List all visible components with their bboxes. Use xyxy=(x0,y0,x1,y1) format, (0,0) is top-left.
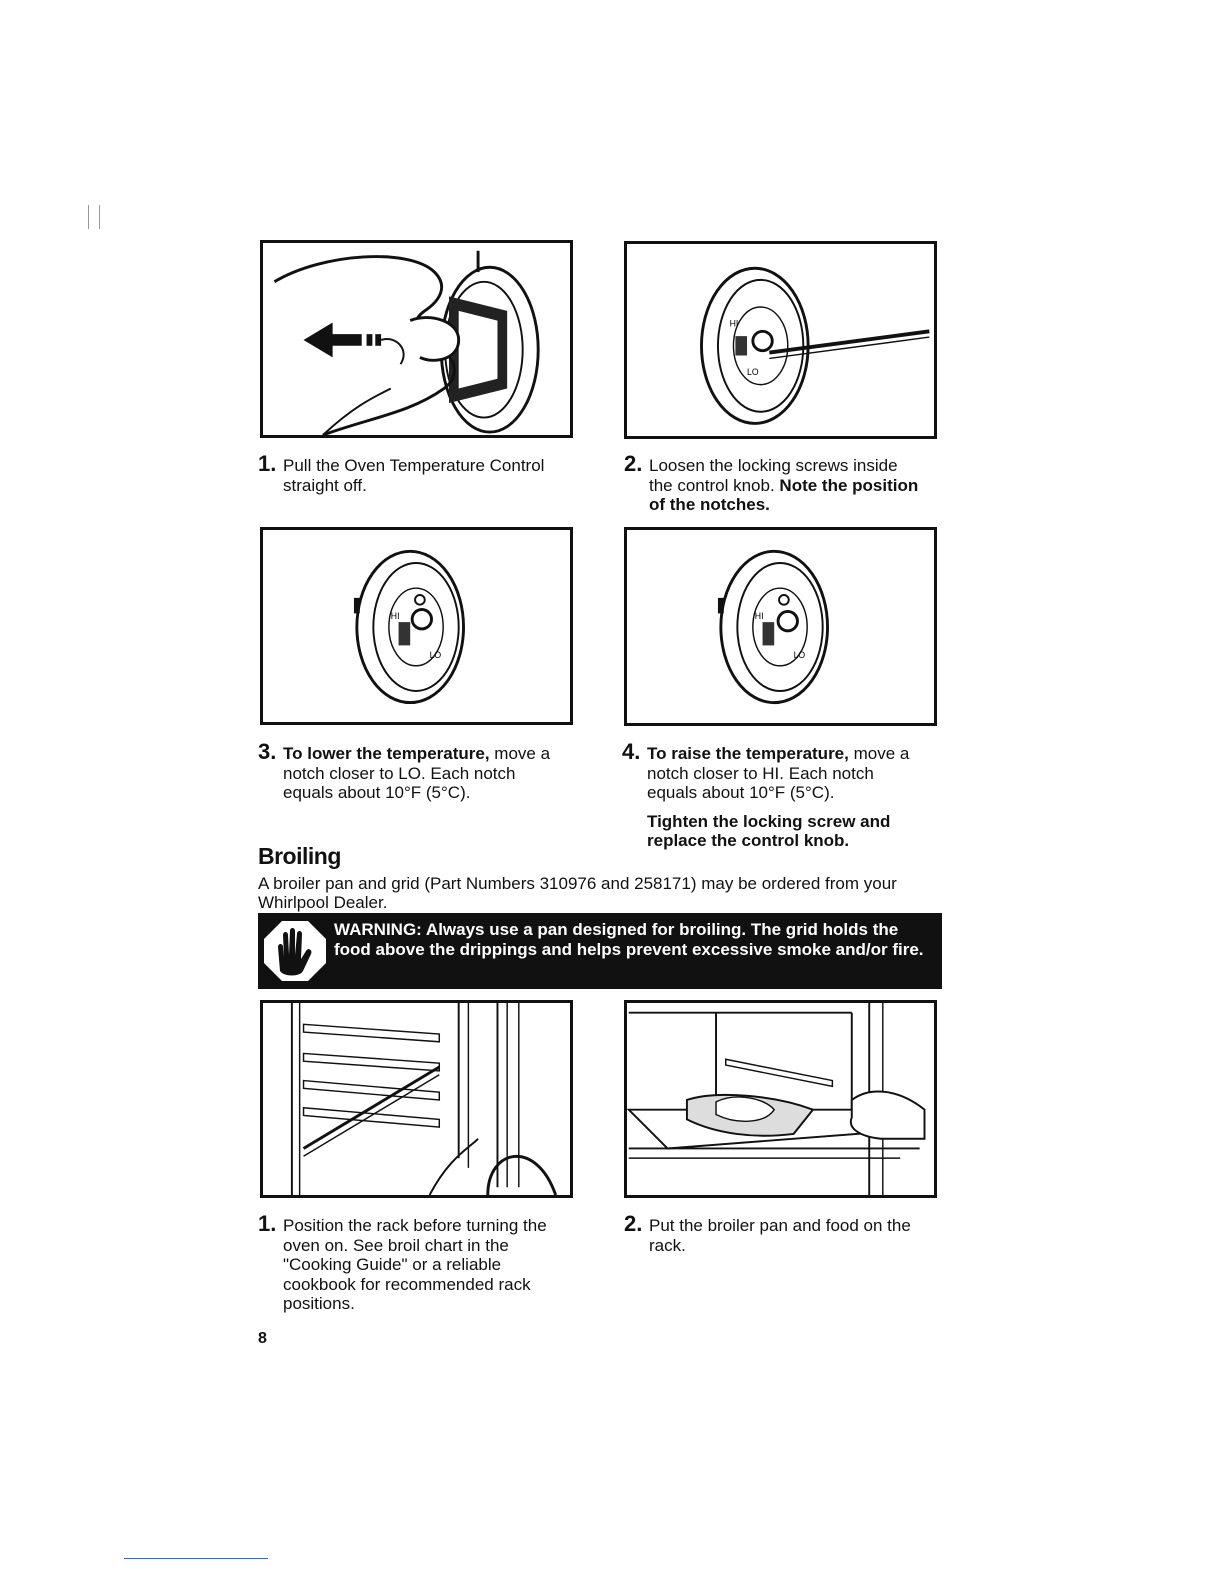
step-number: 1. xyxy=(258,451,277,476)
step-text: move a notch closer to LO. Each notch equals about 10°F (5°C). xyxy=(283,744,551,802)
figure-loosen-screws xyxy=(624,241,937,439)
step-1-pull-knob xyxy=(258,451,558,495)
scan-mark xyxy=(99,205,100,229)
dial-lo-label: LO xyxy=(429,650,442,660)
page-number: 8 xyxy=(258,1330,267,1347)
step-number: 2. xyxy=(624,1211,643,1236)
broil-step-2-put-pan xyxy=(624,1211,924,1255)
broil-step-1-position-rack xyxy=(258,1211,578,1314)
figure-broiler-pan xyxy=(624,1000,937,1198)
broiling-intro: A broiler pan and grid (Part Numbers 310976 and 258171) may be ordered from your Whirlpool Dealer. xyxy=(258,874,897,912)
dial-hi-label: HI xyxy=(729,318,739,329)
step-number: 4. xyxy=(622,739,641,764)
step-emphasis: To raise the temperature, xyxy=(647,744,849,763)
step-emphasis: To lower the temperature, xyxy=(283,744,490,763)
figure-raise-temperature xyxy=(624,527,937,726)
figure-pull-knob xyxy=(260,240,573,438)
section-heading-broiling: Broiling xyxy=(258,843,341,869)
step-number: 3. xyxy=(258,739,277,764)
scan-mark xyxy=(88,205,89,229)
step-4-raise-temperature xyxy=(622,739,922,851)
figure-lower-temperature xyxy=(260,527,573,725)
step-text: Put the broiler pan and food on the rack. xyxy=(649,1216,911,1255)
step-text: Pull the Oven Temperature Control straight off. xyxy=(283,456,545,495)
dial-lo-label: LO xyxy=(793,650,806,661)
figure-oven-rack xyxy=(260,1000,573,1198)
step-4-tighten-note: Tighten the locking screw and replace the control knob. xyxy=(647,811,891,850)
step-text: Position the rack before turning the oven on. See broil chart in the "Cooking Guide" or a reliable cookbook for recommended rack positions. xyxy=(283,1216,547,1313)
warning-banner xyxy=(258,913,942,989)
dial-lo-label: LO xyxy=(747,366,759,377)
step-emphasis: Note the position of the notches. xyxy=(649,475,919,514)
step-number: 2. xyxy=(624,451,643,476)
step-text: move a notch closer to HI. Each notch equals about 10°F (5°C). xyxy=(647,744,910,802)
warning-text: WARNING: Always use a pan designed for broiling. The grid holds the food above the drippings and helps prevent excessive smoke and/or fire. xyxy=(334,920,924,959)
step-2-loosen-screws xyxy=(624,451,924,515)
step-number: 1. xyxy=(258,1211,277,1236)
dial-hi-label: HI xyxy=(390,611,400,622)
dial-hi-label: HI xyxy=(754,611,764,622)
hand-warning-icon xyxy=(262,919,328,983)
step-3-lower-temperature xyxy=(258,739,568,803)
scan-edge-line xyxy=(124,1558,268,1559)
step-text: Loosen the locking screws inside the control knob. xyxy=(649,456,898,495)
